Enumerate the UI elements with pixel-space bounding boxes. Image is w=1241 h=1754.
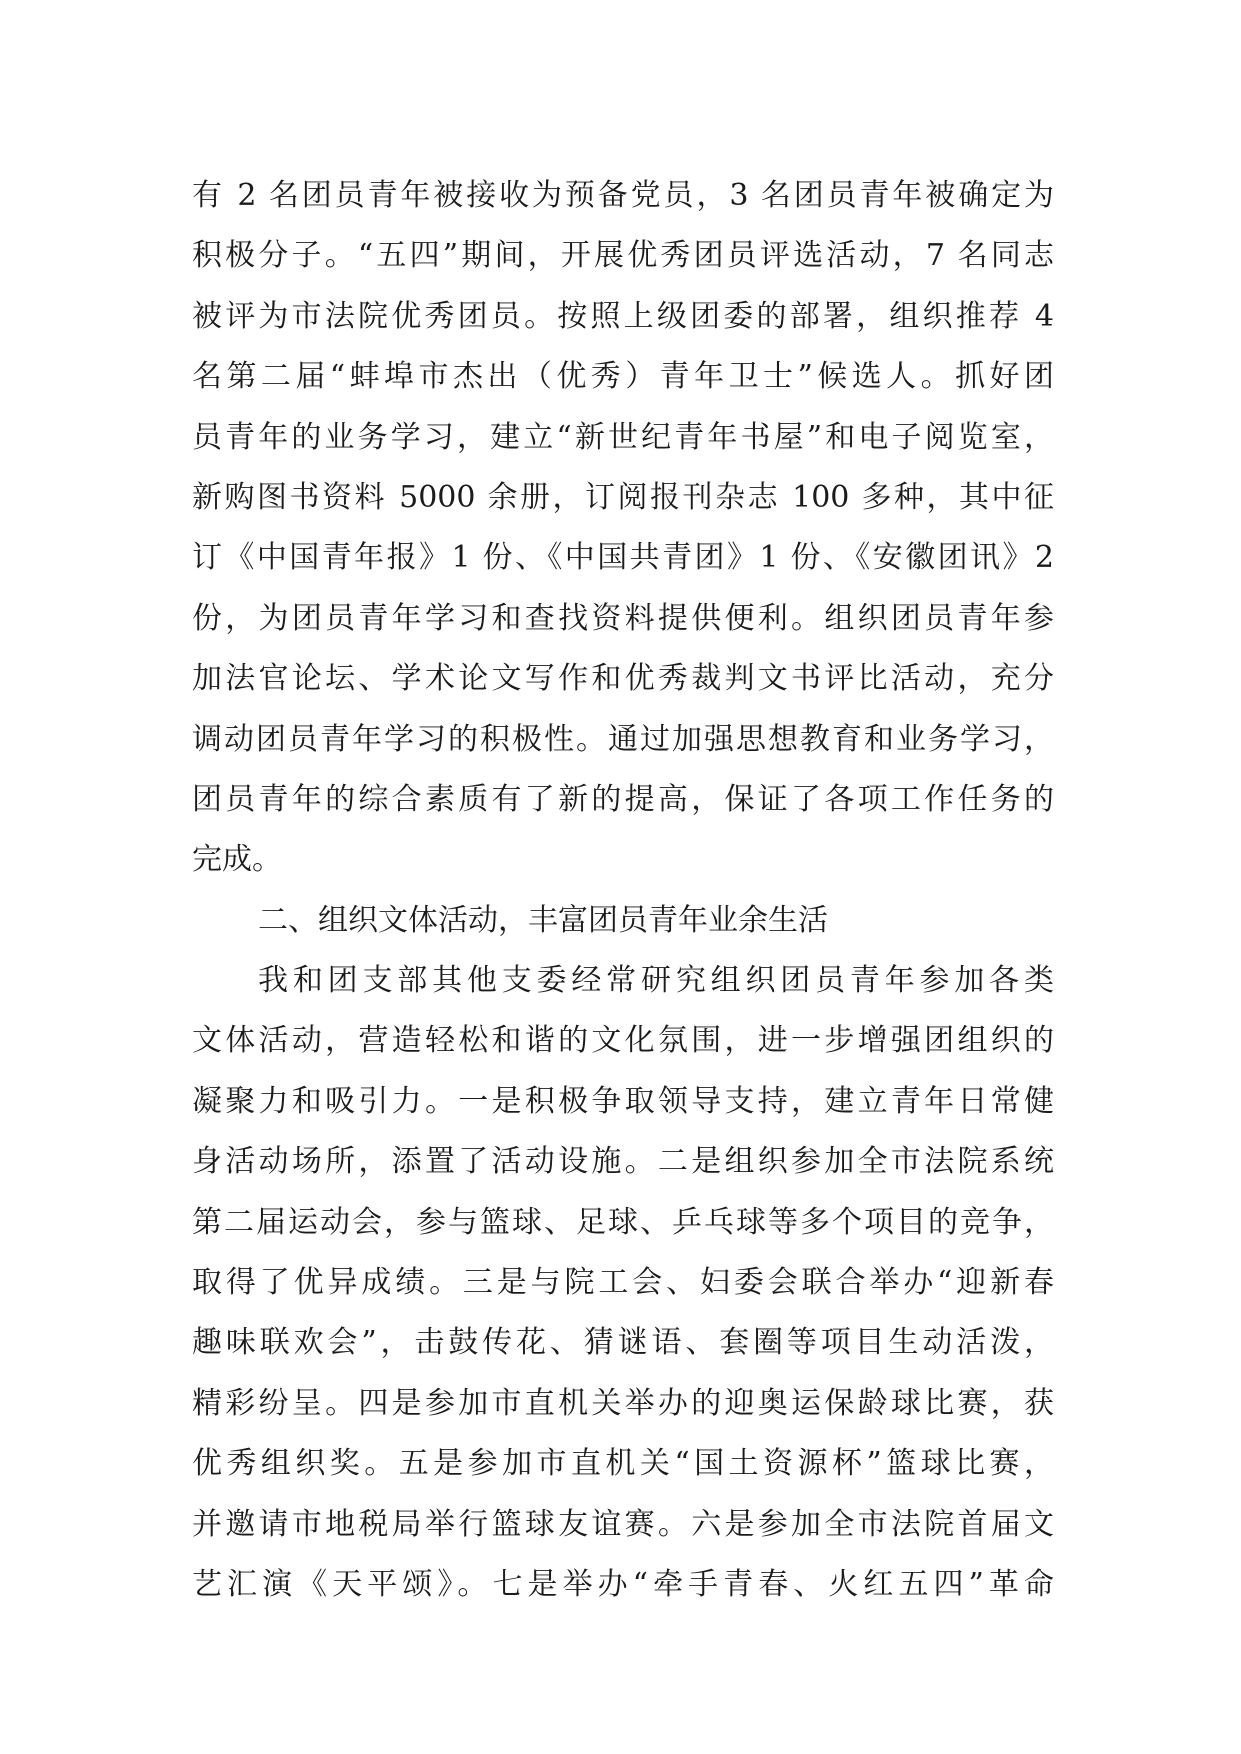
section-heading: 二、组织文体活动，丰富团员青年业余生活 xyxy=(258,902,828,938)
text-line: 员青年的业务学习，建立“新世纪青年书屋”和电子阅览室， xyxy=(192,419,1054,455)
body-text xyxy=(192,166,1054,1615)
text-line: 精彩纷呈。四是参加市直机关举办的迎奥运保龄球比赛，获 xyxy=(192,1385,1054,1421)
text-line: 文体活动，营造轻松和谐的文化氛围，进一步增强团组织的 xyxy=(192,1023,1054,1059)
text-line: 我和团支部其他支委经常研究组织团员青年参加各类 xyxy=(258,963,1054,999)
text-line: 有 2 名团员青年被接收为预备党员，3 名团员青年被确定为 xyxy=(192,178,1054,213)
text-line: 份，为团员青年学习和查找资料提供便利。组织团员青年参 xyxy=(192,600,1054,636)
text-line: 并邀请市地税局举行篮球友谊赛。六是参加全市法院首届文 xyxy=(192,1506,1054,1542)
text-line: 凝聚力和吸引力。一是积极争取领导支持，建立青年日常健 xyxy=(192,1083,1054,1119)
text-line: 新购图书资料 5000 余册，订阅报刊杂志 100 多种，其中征 xyxy=(192,479,1054,515)
text-line: 艺汇演《天平颂》。七是举办“牵手青春、火红五四”革命 xyxy=(192,1566,1054,1602)
text-line: 第二届运动会，参与篮球、足球、乒乓球等多个项目的竞争， xyxy=(192,1204,1054,1240)
text-line: 身活动场所，添置了活动设施。二是组织参加全市法院系统 xyxy=(192,1144,1054,1180)
text-line: 名第二届“蚌埠市杰出（优秀）青年卫士”候选人。抓好团 xyxy=(192,359,1054,395)
text-line: 团员青年的综合素质有了新的提高，保证了各项工作任务的 xyxy=(192,781,1054,817)
text-line: 订《中国青年报》1 份、《中国共青团》1 份、《安徽团讯》2 xyxy=(192,540,1054,576)
text-line: 优秀组织奖。五是参加市直机关“国土资源杯”篮球比赛， xyxy=(192,1446,1054,1482)
text-line: 加法官论坛、学术论文写作和优秀裁判文书评比活动，充分 xyxy=(192,661,1054,697)
text-line: 调动团员青年学习的积极性。通过加强思想教育和业务学习， xyxy=(192,721,1054,757)
text-line: 被评为市法院优秀团员。按照上级团委的部署，组织推荐 4 xyxy=(192,298,1054,334)
text-line: 趣味联欢会”，击鼓传花、猜谜语、套圈等项目生动活泼， xyxy=(192,1325,1054,1361)
text-line: 积极分子。“五四”期间，开展优秀团员评选活动，7 名同志 xyxy=(192,238,1054,274)
text-line: 完成。 xyxy=(192,842,282,878)
text-line: 取得了优异成绩。三是与院工会、妇委会联合举办“迎新春 xyxy=(192,1265,1054,1301)
